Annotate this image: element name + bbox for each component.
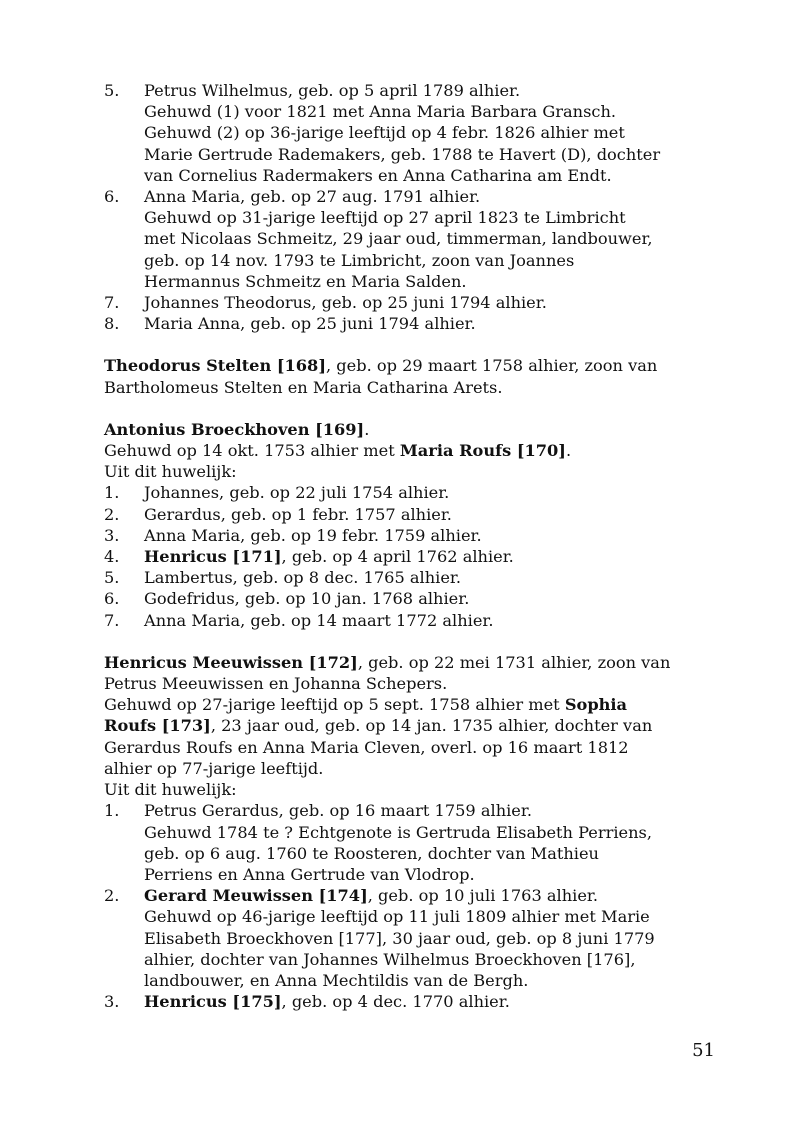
item-number: 5.: [104, 568, 120, 588]
text-line: Gehuwd op 27-jarige leeftijd op 5 sept. 1758 alhier met Sophia: [104, 695, 628, 715]
text-line: Maria Anna, geb. op 25 juni 1794 alhier.: [144, 314, 476, 334]
item-number: 3.: [104, 525, 120, 545]
text-line: Henricus [171], geb. op 4 april 1762 alhier.: [144, 547, 514, 567]
person-details: , geb. op 29 maart 1758 alhier, zoon van: [325, 356, 658, 376]
person-name: Theodorus Stelten [168]: [104, 356, 326, 376]
spouse-name: Roufs [173]: [104, 716, 211, 736]
item-number: 2.: [104, 504, 120, 524]
text-line: Petrus Meeuwissen en Johanna Schepers.: [104, 674, 448, 694]
document-page: [104, 80, 724, 1012]
item-number: 2.: [104, 886, 120, 906]
text-line: Anna Maria, geb. op 14 maart 1772 alhier.: [144, 610, 494, 630]
list-item: [104, 313, 724, 334]
list-item: [104, 885, 724, 991]
text-line: Gehuwd 1784 te ? Echtgenote is Gertruda Elisabeth Perriens,: [144, 822, 652, 842]
text-line: Marie Gertrude Rademakers, geb. 1788 te Havert (D), dochter: [144, 144, 661, 164]
text-line: Gehuwd op 31-jarige leeftijd op 27 april 1823 te Limbricht: [144, 208, 626, 228]
person-name: Henricus [171]: [144, 547, 282, 567]
list-item: [104, 567, 724, 588]
text-line: Gerardus, geb. op 1 febr. 1757 alhier.: [144, 504, 452, 524]
item-number: 3.: [104, 992, 120, 1012]
item-number: 6.: [104, 589, 120, 609]
text-line: Godefridus, geb. op 10 jan. 1768 alhier.: [144, 589, 470, 609]
person-entry-theodorus: [104, 355, 724, 397]
text-line: Bartholomeus Stelten en Maria Catharina Arets.: [104, 377, 503, 397]
children-list-continued: [104, 80, 724, 334]
text-line: Gehuwd (1) voor 1821 met Anna Maria Barbara Gransch.: [144, 102, 617, 122]
text-line: Perriens en Anna Gertrude van Vlodrop.: [144, 864, 475, 884]
item-number: 1.: [104, 801, 120, 821]
text-line: Gehuwd (2) op 36-jarige leeftijd op 4 febr. 1826 alhier met: [144, 123, 625, 143]
item-number: 7.: [104, 610, 120, 630]
text-line: Johannes Theodorus, geb. op 25 juni 1794 alhier.: [144, 293, 547, 313]
item-number: 4.: [104, 547, 120, 567]
item-number: 8.: [104, 314, 120, 334]
text-line: landbouwer, en Anna Mechtildis van de Bergh.: [144, 970, 529, 990]
person-entry-antonius: [104, 419, 724, 631]
text-line: Henricus [175], geb. op 4 dec. 1770 alhier.: [144, 992, 510, 1012]
text-line: Gehuwd op 14 okt. 1753 alhier met Maria Roufs [170].: [104, 441, 572, 461]
text-line: Anna Maria, geb. op 19 febr. 1759 alhier.: [144, 525, 482, 545]
list-item: [104, 292, 724, 313]
item-number: 1.: [104, 483, 120, 503]
text-line: Petrus Gerardus, geb. op 16 maart 1759 alhier.: [144, 801, 532, 821]
spouse-name: Sophia: [564, 695, 628, 715]
text-line: geb. op 6 aug. 1760 te Roosteren, dochter van Mathieu: [144, 843, 599, 863]
person-name: Antonius Broeckhoven [169]: [104, 419, 365, 439]
text-line: Roufs [173], 23 jaar oud, geb. op 14 jan. 1735 alhier, dochter van: [104, 716, 653, 736]
spouse-name: Maria Roufs [170]: [399, 441, 566, 461]
text-line: Hermannus Schmeitz en Maria Salden.: [144, 271, 467, 291]
text-line: Gerard Meuwissen [174], geb. op 10 juli 1763 alhier.: [144, 886, 599, 906]
person-name: Gerard Meuwissen [174]: [144, 886, 368, 906]
list-item: [104, 525, 724, 546]
text-line: Petrus Wilhelmus, geb. op 5 april 1789 alhier.: [144, 81, 521, 100]
item-number: 7.: [104, 293, 120, 313]
list-item: [104, 546, 724, 567]
text-line: Gehuwd op 46-jarige leeftijd op 11 juli 1809 alhier met Marie: [144, 907, 650, 927]
item-number: 6.: [104, 187, 120, 207]
text-line: alhier op 77-jarige leeftijd.: [104, 758, 324, 778]
person-name: Henricus [175]: [144, 992, 282, 1012]
list-item: [104, 800, 724, 885]
person-entry-henricus: [104, 652, 724, 1012]
children-intro: Uit dit huwelijk:: [104, 462, 237, 482]
text-line: Gerardus Roufs en Anna Maria Cleven, overl. op 16 maart 1812: [104, 737, 629, 757]
text-line: Antonius Broeckhoven [169].: [104, 419, 370, 439]
text-line: alhier, dochter van Johannes Wilhelmus Broeckhoven [176],: [144, 949, 636, 969]
text-line: Elisabeth Broeckhoven [177], 30 jaar oud, geb. op 8 juni 1779: [144, 928, 655, 948]
list-item: [104, 186, 724, 292]
text-line: geb. op 14 nov. 1793 te Limbricht, zoon van Joannes: [144, 250, 575, 270]
text-line: [104, 355, 724, 376]
person-name: Henricus Meeuwissen [172]: [104, 652, 358, 672]
text-line: Johannes, geb. op 22 juli 1754 alhier.: [144, 483, 450, 503]
text-line: Henricus Meeuwissen [172], geb. op 22 mei 1731 alhier, zoon van: [104, 652, 671, 672]
list-item: [104, 80, 724, 186]
item-number: 5.: [104, 81, 120, 100]
list-item: [104, 991, 724, 1012]
list-item: [104, 504, 724, 525]
text-line: van Cornelius Radermakers en Anna Catharina am Endt.: [144, 165, 612, 185]
text-line: met Nicolaas Schmeitz, 29 jaar oud, timmerman, landbouwer,: [144, 229, 653, 249]
list-item: [104, 482, 724, 503]
page-number: 51: [692, 1040, 715, 1061]
list-item: [104, 588, 724, 609]
text-line: Lambertus, geb. op 8 dec. 1765 alhier.: [144, 568, 462, 588]
text-line: Anna Maria, geb. op 27 aug. 1791 alhier.: [144, 187, 481, 207]
children-intro: Uit dit huwelijk:: [104, 780, 237, 800]
list-item: [104, 610, 724, 631]
